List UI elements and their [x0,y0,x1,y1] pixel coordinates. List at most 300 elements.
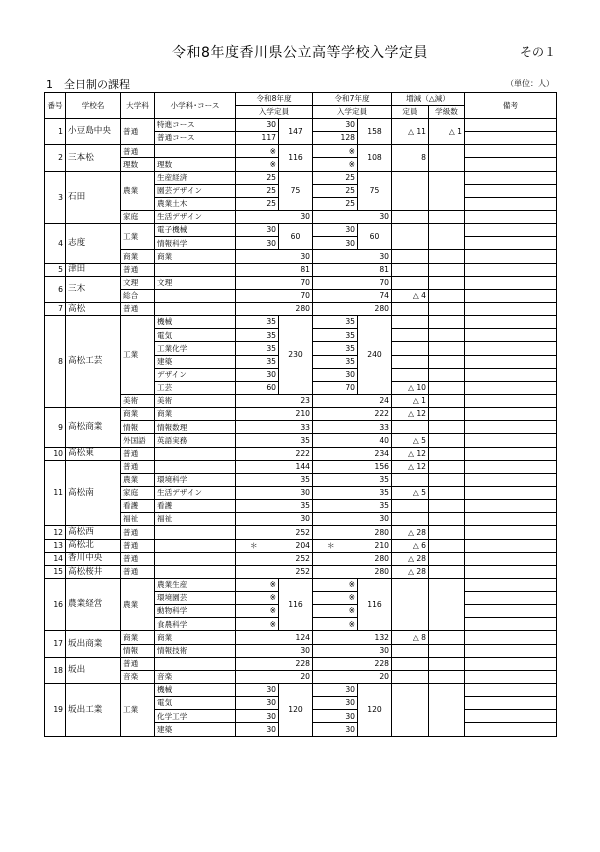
diff-teiin: △ 10 [392,381,429,394]
note-cell [465,710,557,723]
diff-teiin: △ 5 [392,434,429,447]
r7-blank [313,302,358,315]
r8-total: 30 [279,644,313,657]
school-number: 19 [45,684,66,737]
r8-course-quota: ※ [236,592,279,605]
diff-classes [429,539,465,552]
r8-blank [236,644,279,657]
school-number: 1 [45,119,66,145]
course-cell [155,657,236,670]
diff-classes [429,578,465,631]
course-cell: 環境科学 [155,473,236,486]
r8-blank [236,250,279,263]
diff-classes [429,276,465,289]
diff-classes [429,513,465,526]
note-cell [465,158,557,171]
major-cell: 普通 [121,119,155,145]
major-cell: 家庭 [121,210,155,223]
school-name: 石田 [66,171,121,224]
r8-total: 280 [279,302,313,315]
r7-course-quota: 25 [313,197,358,210]
school-number: 13 [45,539,66,552]
header-major: 大学科 [121,93,155,119]
note-cell [465,302,557,315]
diff-teiin [392,250,429,263]
r8-course-quota: 35 [236,342,279,355]
note-cell [465,578,557,591]
note-cell [465,316,557,329]
r7-total: 35 [358,500,392,513]
note-cell [465,592,557,605]
school-number: 18 [45,657,66,683]
diff-classes [429,565,465,578]
diff-teiin [392,329,429,342]
course-cell: 普通コース [155,132,236,145]
header-r7-quota: 入学定員 [313,106,392,119]
diff-teiin: △ 4 [392,289,429,302]
r8-total: 116 [279,145,313,171]
r7-blank [313,644,358,657]
note-cell [465,565,557,578]
page-number: その１ [519,45,556,59]
r8-total: 210 [279,408,313,421]
diff-teiin: △ 12 [392,460,429,473]
major-cell: 普通 [121,565,155,578]
diff-classes [429,434,465,447]
r7-total: 158 [358,119,392,145]
table-row [45,539,557,552]
note-cell [465,329,557,342]
note-cell [465,381,557,394]
r7-blank [313,447,358,460]
r8-total: 33 [279,421,313,434]
diff-teiin [392,684,429,737]
r7-total: 81 [358,263,392,276]
school-name: 津田 [66,263,121,276]
course-cell: 特進コース [155,119,236,132]
major-cell: 美術 [121,394,155,407]
school-number: 6 [45,276,66,302]
major-cell: 情報 [121,644,155,657]
table-row [45,644,557,657]
r7-course-quota: ※ [313,592,358,605]
r7-total: 20 [358,670,392,683]
school-number: 8 [45,316,66,408]
course-cell: 園芸デザイン [155,184,236,197]
diff-classes [429,552,465,565]
r8-course-quota: 30 [236,684,279,697]
r7-course-quota: 35 [313,329,358,342]
r8-course-quota: 30 [236,224,279,237]
r8-blank [236,263,279,276]
course-cell: 福祉 [155,513,236,526]
r7-blank [313,513,358,526]
r7-course-quota: 35 [313,355,358,368]
table-row [45,460,557,473]
r7-blank [313,500,358,513]
diff-classes [429,473,465,486]
r7-total: 116 [358,578,392,631]
r8-course-quota: 30 [236,368,279,381]
table-row [45,670,557,683]
table-row [45,578,557,591]
course-cell: 生産経済 [155,171,236,184]
r8-course-quota: 35 [236,316,279,329]
header-r8-quota: 入学定員 [236,106,313,119]
r7-course-quota: 35 [313,342,358,355]
school-number: 7 [45,302,66,315]
course-cell [155,447,236,460]
note-cell [465,723,557,736]
r7-course-quota: 128 [313,132,358,145]
major-cell: 普通 [121,539,155,552]
r7-blank [313,657,358,670]
diff-classes [429,526,465,539]
diff-teiin [392,316,429,329]
table-row [45,119,557,132]
note-cell [465,539,557,552]
r8-total: 30 [279,210,313,223]
diff-classes [429,263,465,276]
course-cell: 工芸 [155,381,236,394]
diff-teiin [392,224,429,250]
major-cell: 工業 [121,224,155,250]
course-cell: 農業生産 [155,578,236,591]
school-number: 10 [45,447,66,460]
table-row [45,145,557,158]
diff-teiin [392,421,429,434]
diff-classes [429,329,465,342]
r7-blank [313,526,358,539]
course-cell: 農業土木 [155,197,236,210]
r7-total: 30 [358,513,392,526]
course-cell [155,552,236,565]
header-classes: 学級数 [429,106,465,119]
diff-classes [429,145,465,171]
diff-teiin: △ 8 [392,631,429,644]
r8-total: 124 [279,631,313,644]
diff-teiin [392,342,429,355]
r7-course-quota: 30 [313,237,358,250]
school-number: 9 [45,408,66,447]
note-cell [465,289,557,302]
table-row [45,210,557,223]
r7-total: 60 [358,224,392,250]
course-cell: 商業 [155,408,236,421]
diff-teiin [392,210,429,223]
table-row [45,302,557,315]
r7-blank [313,460,358,473]
course-cell: 電気 [155,329,236,342]
school-name: 坂出 [66,657,121,683]
note-cell [465,355,557,368]
table-row [45,684,557,697]
diff-teiin [392,500,429,513]
header-r8: 令和8年度 [236,93,313,106]
r7-total: 280 [358,565,392,578]
note-cell [465,342,557,355]
course-cell: 動物科学 [155,605,236,618]
r8-course-quota: 25 [236,197,279,210]
diff-teiin [392,171,429,210]
table-row [45,316,557,329]
note-cell [465,421,557,434]
course-cell: 生活デザイン [155,210,236,223]
diff-teiin [392,355,429,368]
course-cell: 商業 [155,250,236,263]
r7-blank [313,421,358,434]
asterisk-mark: ＊ [250,540,258,550]
major-cell: 普通 [121,460,155,473]
diff-classes [429,210,465,223]
course-cell: 食農科学 [155,618,236,631]
course-cell: 音楽 [155,670,236,683]
school-name: 高松北 [66,539,121,552]
note-cell [465,631,557,644]
table-row [45,631,557,644]
school-number: 12 [45,526,66,539]
diff-teiin [392,513,429,526]
r7-course-quota: 30 [313,723,358,736]
r7-total: 240 [358,316,392,395]
school-name: 高松西 [66,526,121,539]
school-name: 高松 [66,302,121,315]
course-cell: 文理 [155,276,236,289]
diff-classes [429,250,465,263]
course-cell: 工業化学 [155,342,236,355]
r7-total: 280 [358,552,392,565]
school-name: 三木 [66,276,121,302]
r8-total: 23 [279,394,313,407]
r8-total: 222 [279,447,313,460]
major-cell: 普通 [121,552,155,565]
asterisk-mark: ＊ [327,540,335,550]
header-diff: 増減（△減） [392,93,465,106]
r8-course-quota: ※ [236,605,279,618]
note-cell [465,119,557,132]
r8-total: 20 [279,670,313,683]
major-cell: 商業 [121,631,155,644]
r8-blank [236,302,279,315]
r7-blank [313,486,358,499]
r7-total: 24 [358,394,392,407]
r7-course-quota: ※ [313,158,358,171]
r8-blank [236,408,279,421]
table-row [45,526,557,539]
diff-teiin: △ 28 [392,565,429,578]
r8-blank [236,447,279,460]
r7-blank [313,539,358,552]
r8-total: 147 [279,119,313,145]
diff-classes [429,486,465,499]
note-cell [465,197,557,210]
r7-total: 75 [358,171,392,210]
diff-teiin [392,644,429,657]
r7-total: 33 [358,421,392,434]
r8-course-quota: ※ [236,618,279,631]
course-cell: 機械 [155,684,236,697]
header-teiin: 定員 [392,106,429,119]
school-number: 4 [45,224,66,263]
r8-blank [236,513,279,526]
major-cell: 農業 [121,473,155,486]
r8-total: 252 [279,565,313,578]
r8-course-quota: 25 [236,171,279,184]
r8-total: 252 [279,552,313,565]
r8-blank [236,552,279,565]
r7-blank [313,473,358,486]
course-cell: 電気 [155,697,236,710]
course-cell: 理数 [155,158,236,171]
r7-total: 108 [358,145,392,171]
diff-classes [429,289,465,302]
course-cell [155,526,236,539]
note-cell [465,697,557,710]
header-school: 学校名 [66,93,121,119]
major-cell: 文理 [121,276,155,289]
school-name: 坂出商業 [66,631,121,657]
diff-classes: △ 1 [429,119,465,145]
r8-total: 144 [279,460,313,473]
note-cell [465,368,557,381]
diff-teiin [392,263,429,276]
major-cell: 普通 [121,302,155,315]
r8-course-quota: 30 [236,723,279,736]
school-number: 11 [45,460,66,526]
course-cell [155,289,236,302]
r7-total: 40 [358,434,392,447]
diff-classes [429,421,465,434]
major-cell: 普通 [121,657,155,670]
diff-classes [429,368,465,381]
r7-blank [313,670,358,683]
course-cell [155,302,236,315]
r8-blank [236,434,279,447]
diff-classes [429,302,465,315]
note-cell [465,526,557,539]
r8-total: 30 [279,513,313,526]
r8-blank [236,657,279,670]
note-cell [465,145,557,158]
r7-total: 280 [358,526,392,539]
note-cell [465,276,557,289]
school-name: 高松工芸 [66,316,121,408]
table-body [45,119,557,737]
header-note: 備考 [465,93,557,119]
r7-blank [313,250,358,263]
course-cell [155,565,236,578]
diff-teiin [392,473,429,486]
admission-quota-table [44,92,557,737]
header-r7: 令和7年度 [313,93,392,106]
diff-teiin [392,368,429,381]
school-name: 志度 [66,224,121,263]
note-cell [465,552,557,565]
diff-classes [429,316,465,329]
course-cell [155,539,236,552]
course-cell: 電子機械 [155,224,236,237]
r7-total: 120 [358,684,392,737]
r8-blank [236,500,279,513]
r8-total: 30 [279,486,313,499]
school-name: 香川中央 [66,552,121,565]
course-cell: 情報数理 [155,421,236,434]
school-name: 高松東 [66,447,121,460]
r8-blank [236,460,279,473]
r8-blank [236,526,279,539]
diff-classes [429,355,465,368]
diff-classes [429,394,465,407]
course-cell [155,460,236,473]
r8-course-quota: 35 [236,329,279,342]
school-name: 高松南 [66,460,121,526]
r7-blank [313,552,358,565]
r8-total: 228 [279,657,313,670]
r8-course-quota: 30 [236,237,279,250]
diff-teiin: △ 28 [392,526,429,539]
r8-total: 30 [279,250,313,263]
table-row [45,657,557,670]
r8-course-quota: ※ [236,145,279,158]
note-cell [465,644,557,657]
course-cell [155,263,236,276]
section-heading: 1 全日制の課程 [46,78,130,91]
r8-total: 70 [279,289,313,302]
table-row [45,447,557,460]
note-cell [465,513,557,526]
r7-blank [313,394,358,407]
r7-total: 35 [358,486,392,499]
major-cell: 音楽 [121,670,155,683]
major-cell: 福祉 [121,513,155,526]
diff-teiin: △ 1 [392,394,429,407]
r8-course-quota: ※ [236,158,279,171]
r7-course-quota: ※ [313,578,358,591]
diff-teiin: △ 6 [392,539,429,552]
course-cell: 機械 [155,316,236,329]
diff-classes [429,342,465,355]
r8-total: 252 [279,526,313,539]
diff-classes [429,500,465,513]
note-cell [465,605,557,618]
r8-course-quota: 60 [236,381,279,394]
school-number: 16 [45,578,66,631]
r8-course-quota: 25 [236,184,279,197]
diff-teiin [392,670,429,683]
course-cell: デザイン [155,368,236,381]
major-cell: 総合 [121,289,155,302]
course-cell: 英語実務 [155,434,236,447]
school-name: 小豆島中央 [66,119,121,145]
note-cell [465,657,557,670]
major-cell: 農業 [121,578,155,631]
school-name: 坂出工業 [66,684,121,737]
course-cell: 生活デザイン [155,486,236,499]
table-row [45,171,557,184]
diff-classes [429,460,465,473]
r7-course-quota: ※ [313,145,358,158]
r8-total: 35 [279,473,313,486]
header-no: 番号 [45,93,66,119]
school-number: 5 [45,263,66,276]
table-row [45,421,557,434]
r7-course-quota: 30 [313,710,358,723]
r7-course-quota: 70 [313,381,358,394]
school-number: 17 [45,631,66,657]
note-cell [465,460,557,473]
r7-blank [313,263,358,276]
r7-total: 30 [358,250,392,263]
